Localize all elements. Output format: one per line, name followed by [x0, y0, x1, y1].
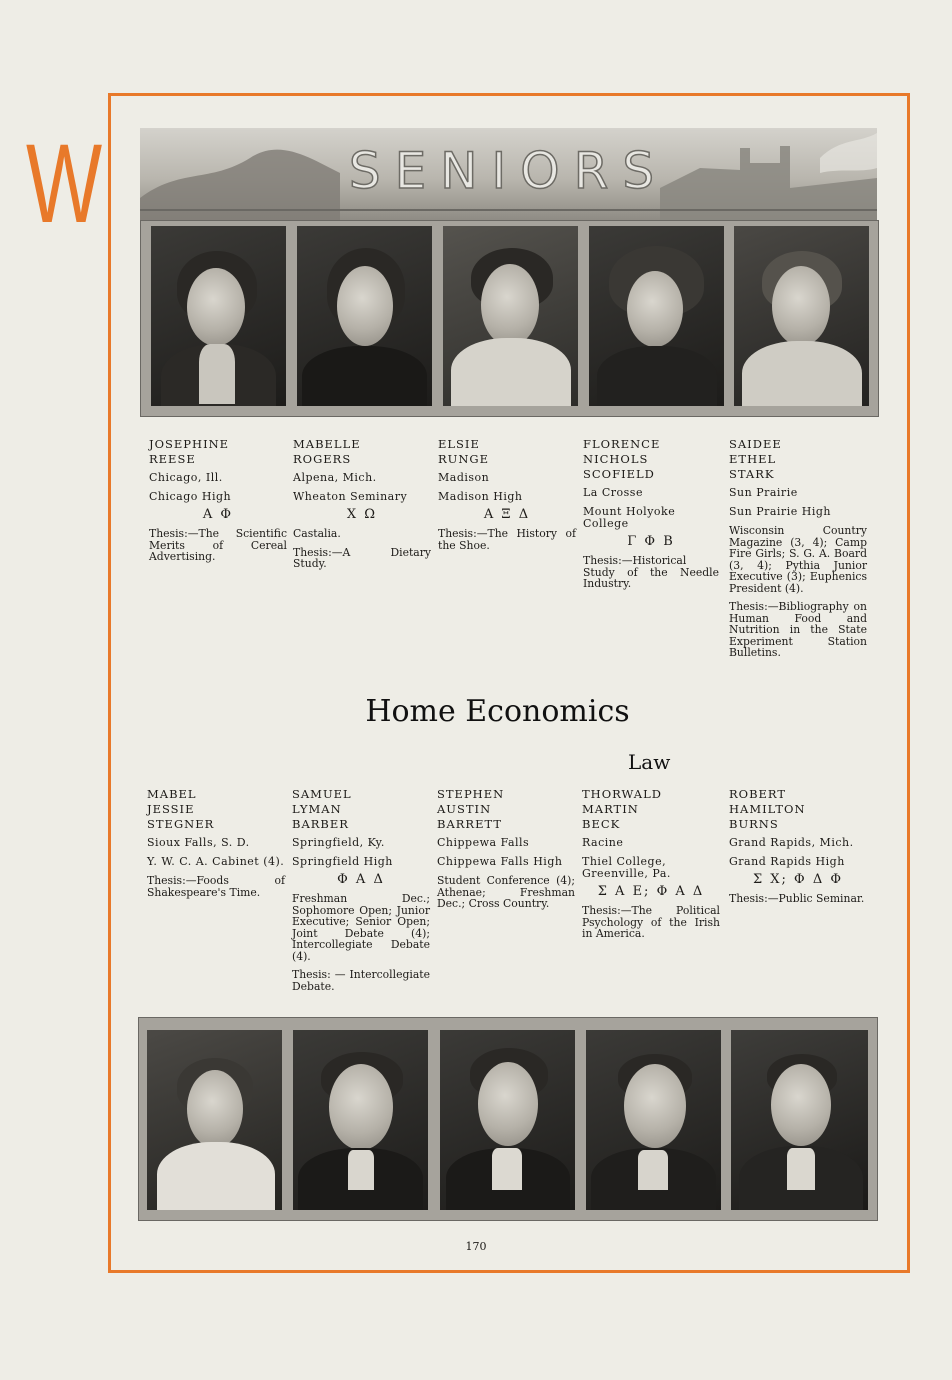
student-name-line: BECK — [582, 817, 621, 831]
section-title-home-economics: Home Economics — [365, 694, 630, 729]
student-hometown: Chicago, Ill. — [149, 471, 223, 484]
student-name-line: ROBERT — [729, 787, 787, 801]
student-hometown: Madison — [438, 471, 490, 484]
student-entry-josephine-reese — [149, 437, 287, 563]
portrait-saidee-stark — [734, 226, 869, 406]
student-entry-stephen-barrett — [437, 787, 575, 910]
student-entry-mabel-stegner — [147, 787, 285, 898]
student-note: Thesis:—A Dietary Study. — [293, 545, 431, 570]
student-name-line: STEGNER — [147, 817, 215, 831]
student-note: Student Conference (4); Athenae; Freshman Dec.; Cross Country. — [437, 874, 575, 910]
student-entry-robert-burns — [729, 787, 867, 905]
student-note: Thesis:—The Political Psychology of the Irish in America. — [582, 904, 720, 940]
student-entry-elsie-runge — [438, 437, 576, 551]
student-hometown: Sioux Falls, S. D. — [147, 836, 250, 849]
student-name-line: STEPHEN — [437, 787, 505, 801]
student-note: Thesis: — Intercollegiate Debate. — [292, 968, 430, 993]
student-note: Freshman Dec.; Sophomore Open; Junior Executive; Senior Open; Joint Debate (4); Intercollegiate Debate (4). — [292, 892, 430, 963]
student-fraternity: Α Ξ Δ — [483, 507, 531, 522]
student-name-line: JESSIE — [147, 802, 195, 816]
yearbook-w-logo: W — [26, 121, 103, 246]
section-title-law: Law — [628, 750, 671, 774]
student-school: Wheaton Seminary — [293, 490, 408, 503]
top-portrait-strip — [140, 220, 879, 417]
portrait-florence-scofield — [589, 226, 724, 406]
student-school: Chippewa Falls High — [437, 855, 563, 868]
student-name-line: SAMUEL — [292, 787, 352, 801]
student-entry-saidee-stark — [729, 437, 867, 659]
student-name-line: ROGERS — [293, 452, 352, 466]
portrait-elsie-runge — [443, 226, 578, 406]
student-name-line: FLORENCE — [583, 437, 661, 451]
student-entry-mabelle-rogers — [293, 437, 431, 570]
student-name-line: JOSEPHINE — [149, 437, 230, 451]
student-school: Springfield High — [292, 855, 393, 868]
portrait-robert-burns — [731, 1030, 868, 1210]
student-school: Thiel College, Greenville, Pa. — [582, 855, 671, 880]
page-number: 170 — [465, 1240, 487, 1253]
student-name-line: BURNS — [729, 817, 779, 831]
student-name-line: AUSTIN — [437, 802, 492, 816]
student-hometown: Grand Rapids, Mich. — [729, 836, 854, 849]
student-entry-thorwald-beck — [582, 787, 720, 940]
student-school: Sun Prairie High — [729, 505, 831, 518]
student-school: Y. W. C. A. Cabinet (4). — [147, 855, 285, 868]
student-name-line: NICHOLS — [583, 452, 649, 466]
student-note: Castalia. — [293, 527, 341, 540]
student-school: Madison High — [438, 490, 523, 503]
student-note: Thesis:—Bibliography on Human Food and Nutrition in the State Experiment Station Bulletins. — [729, 600, 867, 659]
student-name-line: BARBER — [292, 817, 349, 831]
student-name-line: STARK — [729, 467, 775, 481]
student-hometown: Chippewa Falls — [437, 836, 530, 849]
student-school: Chicago High — [149, 490, 232, 503]
banner-title: SENIORS — [348, 142, 669, 200]
student-school: Mount Holyoke College — [583, 505, 676, 530]
student-name-line: SCOFIELD — [583, 467, 655, 481]
student-name-line: ELSIE — [438, 437, 480, 451]
student-note: Thesis:—The Scientific Merits of Cereal Advertising. — [149, 527, 287, 563]
student-entry-florence-scofield — [583, 437, 719, 590]
student-note: Thesis:—Foods of Shakespeare's Time. — [147, 874, 285, 899]
student-school: Grand Rapids High — [729, 855, 845, 868]
student-name-line: THORWALD — [582, 787, 662, 801]
student-fraternity: Α Φ — [202, 507, 234, 522]
student-note: Thesis:—Public Seminar. — [729, 892, 865, 905]
student-note: Wisconsin Country Magazine (3, 4); Camp Fire Girls; S. G. A. Board (3, 4); Pythia Junior Executive (3); Euphenics President (4). — [729, 524, 867, 595]
student-name-line: BARRETT — [437, 817, 503, 831]
portrait-mabel-stegner — [147, 1030, 282, 1210]
seniors-banner — [140, 128, 877, 220]
student-note: Thesis:—Historical Study of the Needle Industry. — [583, 554, 719, 590]
student-name-line: MABELLE — [293, 437, 361, 451]
student-name-line: MABEL — [147, 787, 197, 801]
student-fraternity: Χ Ω — [346, 507, 378, 522]
student-note: Thesis:—The History of the Shoe. — [438, 527, 576, 552]
student-name-line: RUNGE — [438, 452, 489, 466]
student-hometown: Springfield, Ky. — [292, 836, 385, 849]
student-name-line: REESE — [149, 452, 196, 466]
student-hometown: Alpena, Mich. — [293, 471, 377, 484]
student-name-line: MARTIN — [582, 802, 639, 816]
student-hometown: Racine — [582, 836, 624, 849]
student-name-line: ETHEL — [729, 452, 777, 466]
student-entry-samuel-barber — [292, 787, 430, 992]
portrait-samuel-barber — [293, 1030, 428, 1210]
student-hometown: Sun Prairie — [729, 486, 798, 499]
student-name-line: HAMILTON — [729, 802, 806, 816]
student-name-line: SAIDEE — [729, 437, 782, 451]
student-hometown: La Crosse — [583, 486, 643, 499]
student-fraternity: Σ Χ; Φ Δ Φ — [752, 872, 844, 887]
student-name-line: LYMAN — [292, 802, 342, 816]
portrait-josephine-reese — [151, 226, 286, 406]
student-fraternity: Σ Α Ε; Φ Α Δ — [597, 884, 705, 899]
portrait-thorwald-beck — [586, 1030, 721, 1210]
bottom-portrait-strip — [138, 1017, 878, 1221]
portrait-stephen-barrett — [440, 1030, 575, 1210]
student-fraternity: Γ Φ Β — [627, 534, 675, 549]
student-fraternity: Φ Α Δ — [337, 872, 385, 887]
portrait-mabelle-rogers — [297, 226, 432, 406]
